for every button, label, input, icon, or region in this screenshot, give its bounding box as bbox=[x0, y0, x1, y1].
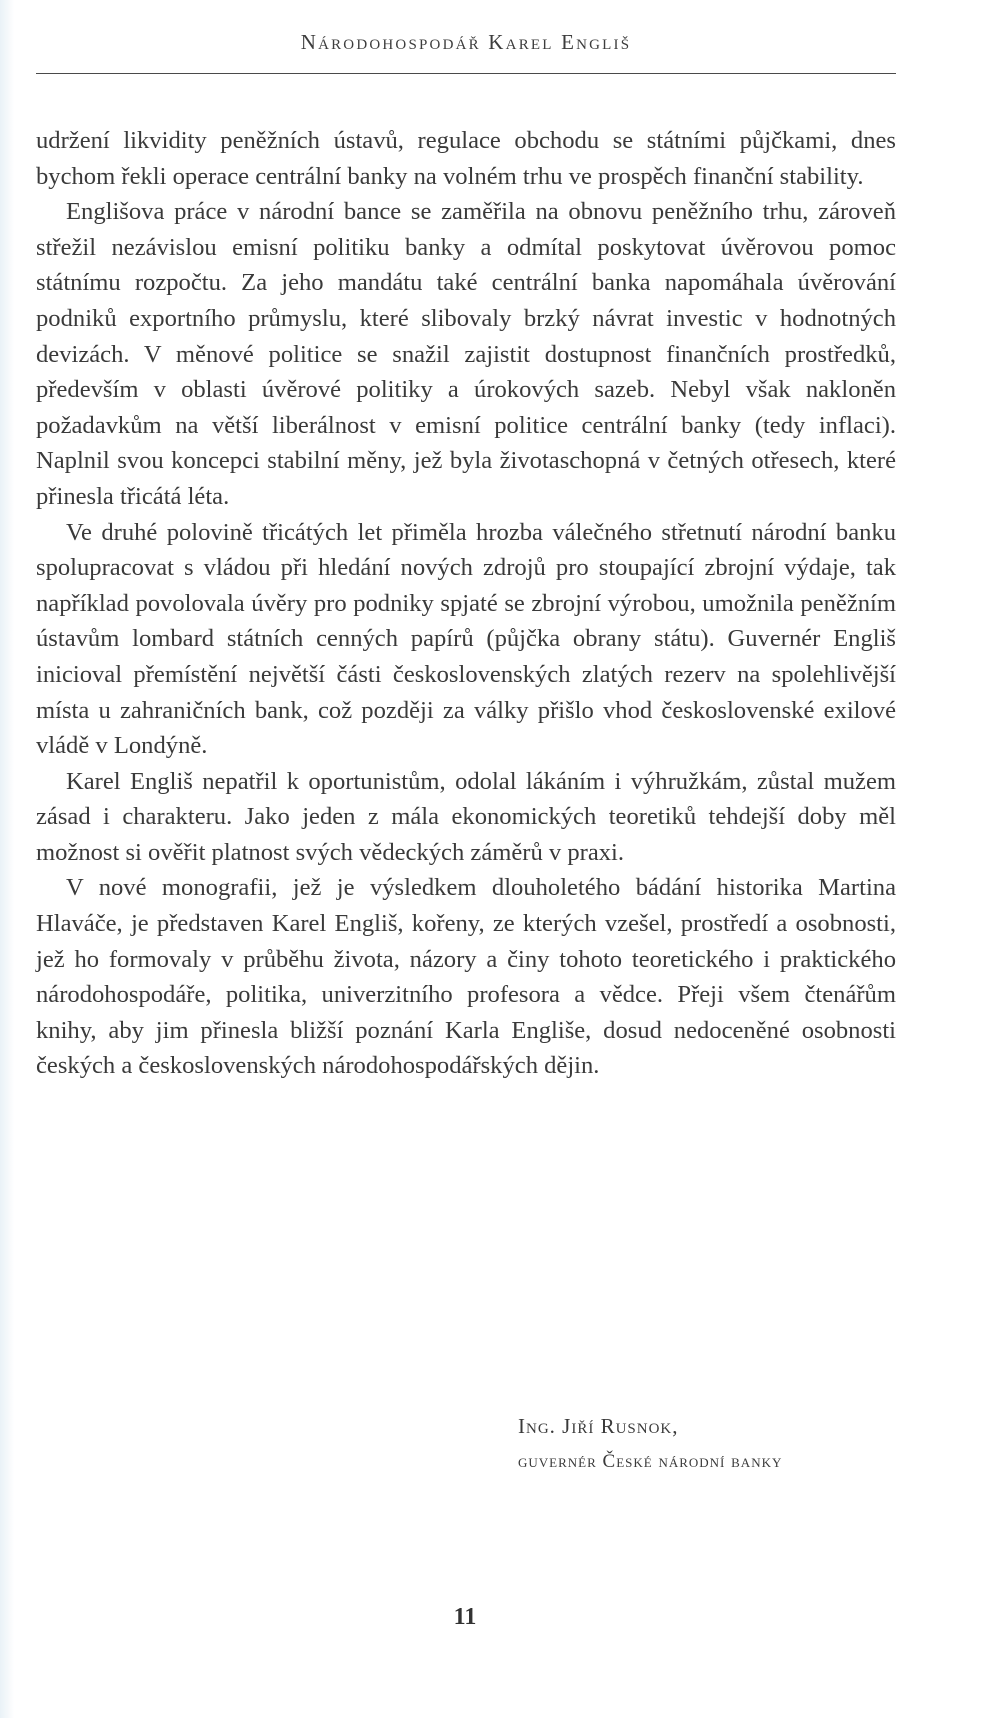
signature-name: Ing. Jiří Rusnok, bbox=[518, 1414, 679, 1438]
paragraph-monograph: V nové monografii, jež je výsledkem dlouholetého bádání historika Martina Hlaváče, je představen Karel Engliš, kořeny, ze kterých vzešel, prostředí a osobnosti, jež ho formovaly v průběhu života, názory a činy tohoto teoretického i praktického národohospodáře, politika, univerzitního profesora a vědce. Přeji všem čtenářům knihy, aby jim přinesla bližší poznání Karla Engliše, dosud nedoceněné osobnosti českých a československých národohospodářských dějin. bbox=[36, 874, 896, 1080]
paragraph-character: Karel Engliš nepatřil k oportunistům, odolal lákáním i výhružkám, zůstal mužem zásad i charakteru. Jako jeden z mála ekonomických teoretiků tehdejší doby měl možnost si ověřit platnost svých vědeckých záměrů v praxi. bbox=[36, 767, 896, 866]
signature-title: guvernér České národní banky bbox=[518, 1451, 783, 1472]
paragraph-national-bank-work: Englišova práce v národní bance se zaměřila na obnovu peněžního trhu, zároveň střežil nezávislou emisní politiku banky a odmítal poskytovat úvěrovou pomoc státnímu rozpočtu. Za jeho mandátu také centrální banka napomáhala úvěrování podniků exportního průmyslu, které slibovaly brzký návrat investic v hodnotných devizách. V měnové politice se snažil zajistit dostupnost finančních prostředků, především v oblasti úvěrové politiky a úrokových sazeb. Nebyl však nakloněn požadavkům na větší liberálnost v emisní politice centrální banky (tedy inflaci). Naplnil svou koncepci stabilní měny, jež byla životaschopná v četných otřesech, které přinesla třicátá léta. bbox=[36, 198, 896, 510]
body-text bbox=[36, 123, 896, 1084]
signature-block bbox=[518, 1408, 782, 1480]
paragraph-continuation: udržení likvidity peněžních ústavů, regulace obchodu se státními půjčkami, dnes bychom řekli operace centrální banky na volném trhu ve prospěch finanční stability. bbox=[36, 127, 896, 190]
header-rule bbox=[36, 73, 896, 74]
page-edge-tint bbox=[0, 0, 14, 1718]
paragraph-thirties-armament: Ve druhé polovině třicátých let přiměla hrozba válečného střetnutí národní banku spolupracovat s vládou při hledání nových zdrojů pro stoupající zbrojní výdaje, tak například povolovala úvěry pro podniky spjaté se zbrojní výrobou, umožnila peněžním ústavům lombard státních cenných papírů (půjčka obrany státu). Guvernér Engliš inicioval přemístění největší části československých zlatých rezerv na spolehlivější místa u zahraničních bank, což později za války přišlo vhod československé exilové vládě v Londýně. bbox=[36, 518, 896, 760]
running-header-title: Národohospodář Karel Engliš bbox=[300, 30, 632, 54]
page-number: 11 bbox=[453, 1604, 477, 1630]
